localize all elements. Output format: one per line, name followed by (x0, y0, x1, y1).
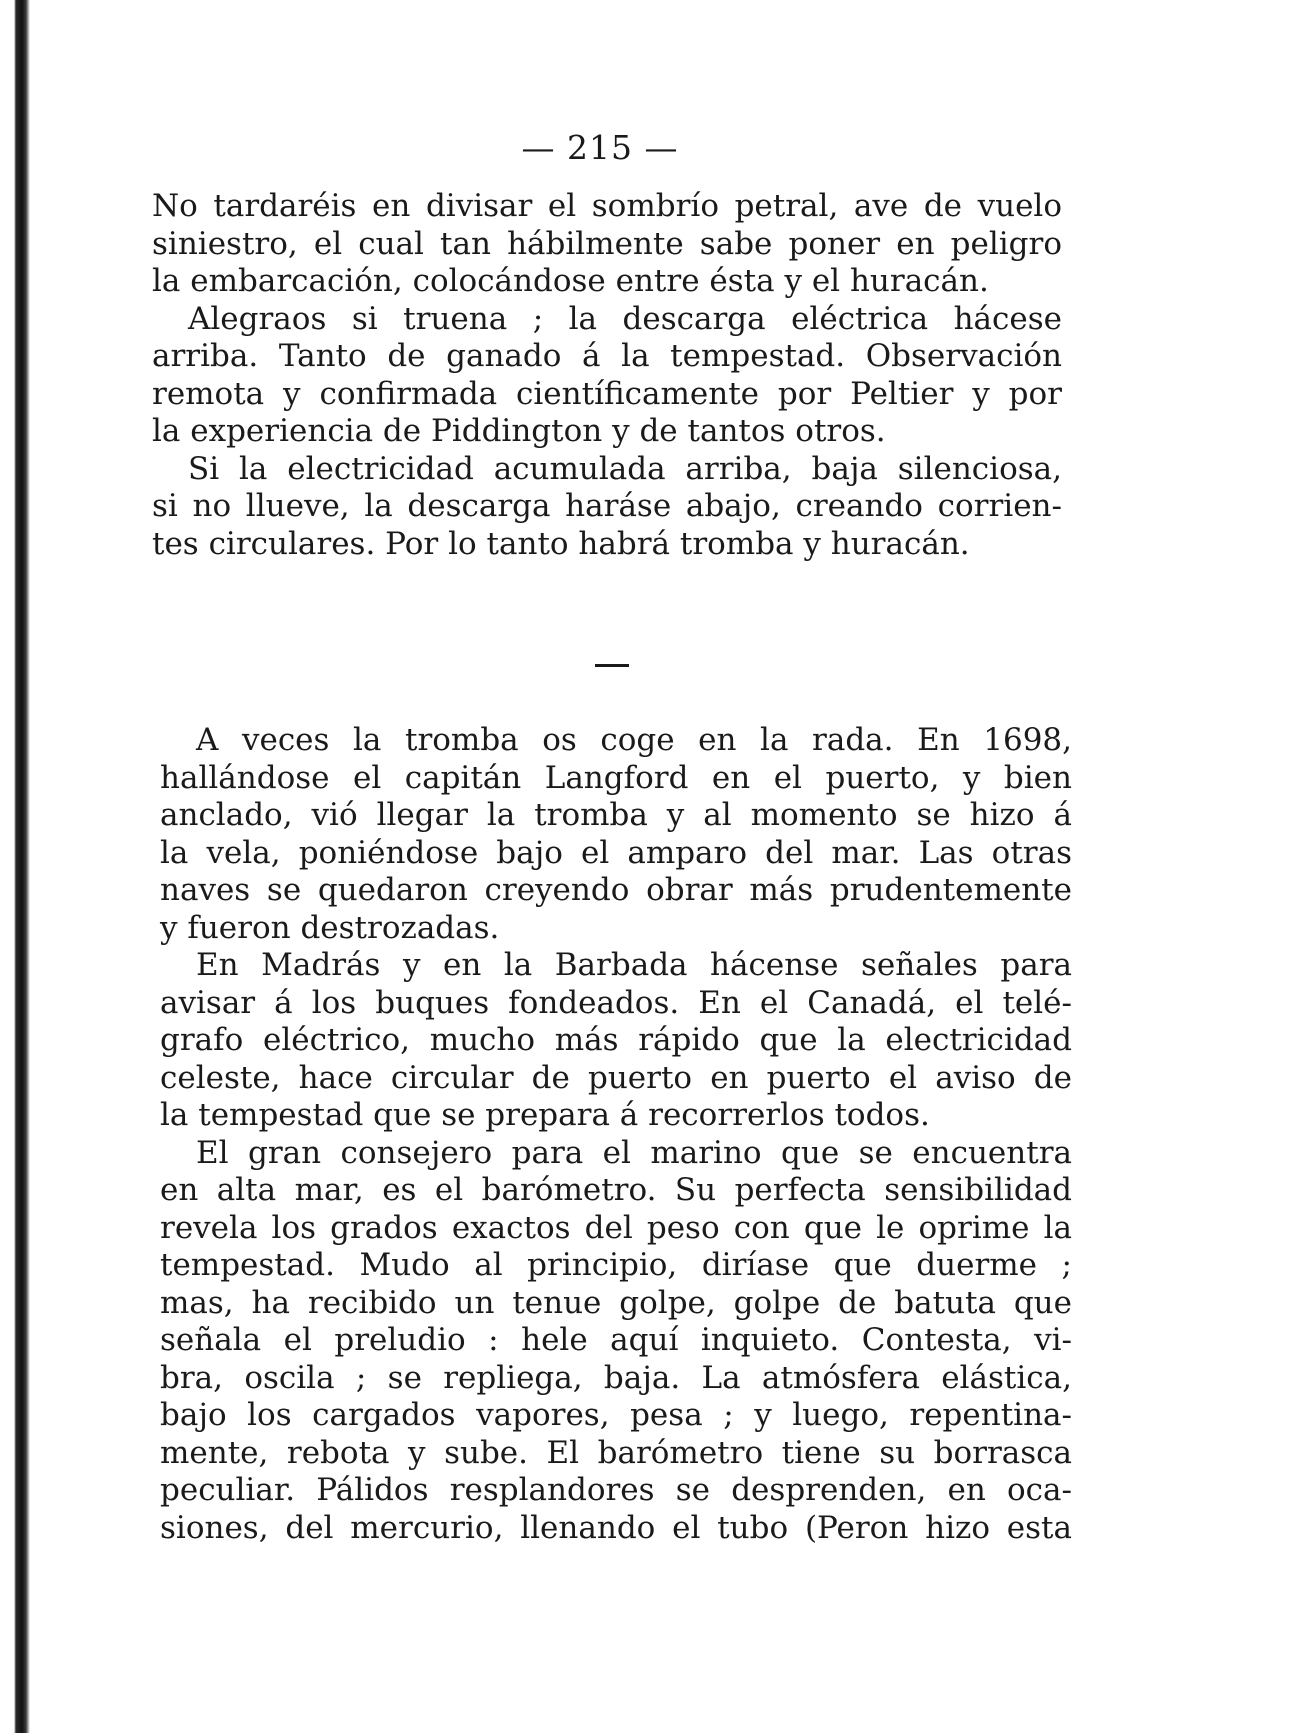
text-line: la embarcación, colocándose entre ésta y el huracán. (152, 263, 989, 299)
paragraph (160, 947, 1072, 1135)
text-line: bra, oscila ; se repliega, baja. La atmósfera elástica, (160, 1359, 1072, 1396)
text-line: siniestro, el cual tan hábilmente sabe poner en peligro (152, 225, 1062, 262)
text-line: la tempestad que se prepara á recorrerlos todos. (160, 1097, 930, 1133)
paragraph (160, 1135, 1072, 1548)
text-line: Si la electricidad acumulada arriba, baja silenciosa, (188, 450, 1062, 487)
section-break-dash (595, 664, 629, 667)
text-line: señala el preludio : hele aquí inquieto. Contesta, vi- (160, 1322, 1072, 1358)
paragraph (160, 722, 1072, 947)
paragraph (152, 188, 1062, 301)
text-line: remota y confirmada científicamente por Peltier y por (152, 375, 1062, 412)
text-line: bajo los cargados vapores, pesa ; y luego, repentina- (160, 1397, 1072, 1433)
text-line: en alta mar, es el barómetro. Su perfecta sensibilidad (160, 1172, 1072, 1208)
text-line: celeste, hace circular de puerto en puerto el aviso de (160, 1059, 1072, 1096)
text-line: avisar á los buques fondeados. En el Canadá, el telé- (160, 984, 1072, 1021)
text-line: naves se quedaron creyendo obrar más prudentemente (160, 872, 1072, 908)
text-line: A veces la tromba os coge en la rada. En 1698, (196, 722, 1072, 758)
text-line: grafo eléctrico, mucho más rápido que la electricidad (160, 1022, 1072, 1058)
text-line: En Madrás y en la Barbada hácense señales para (196, 947, 1072, 983)
text-line: la experiencia de Piddington y de tantos otros. (152, 413, 886, 449)
text-line: y fueron destrozadas. (160, 909, 500, 946)
text-line: Alegraos si truena ; la descarga eléctrica hácese (188, 300, 1062, 337)
text-line: No tardaréis en divisar el sombrío petral, ave de vuelo (152, 188, 1062, 224)
text-line: revela los grados exactos del peso con que le oprime la (160, 1209, 1072, 1246)
text-block-lower (160, 722, 1072, 1547)
text-line: tempestad. Mudo al principio, diríase que duerme ; (160, 1247, 1072, 1283)
text-line: arriba. Tanto de ganado á la tempestad. Observación (152, 338, 1062, 374)
paragraph (152, 301, 1062, 451)
text-line: hallándose el capitán Langford en el puerto, y bien (160, 759, 1072, 796)
text-line: mente, rebota y sube. El barómetro tiene su borrasca (160, 1434, 1072, 1471)
book-binding-edge (0, 0, 38, 1733)
text-line: anclado, vió llegar la tromba y al momento se hizo á (160, 797, 1072, 833)
paragraph (152, 451, 1062, 564)
text-line: El gran consejero para el marino que se encuentra (196, 1134, 1072, 1171)
text-line: peculiar. Pálidos resplandores se desprenden, en oca- (160, 1472, 1072, 1508)
text-line: siones, del mercurio, llenando el tubo (Peron hizo esta (160, 1509, 1072, 1546)
page-number: — 215 — (521, 128, 679, 167)
text-block-upper (152, 188, 1062, 563)
text-line: la vela, poniéndose bajo el amparo del mar. Las otras (160, 834, 1072, 871)
text-line: tes circulares. Por lo tanto habrá tromba y huracán. (152, 525, 970, 562)
text-line: mas, ha recibido un tenue golpe, golpe de batuta que (160, 1284, 1072, 1321)
text-line: si no llueve, la descarga haráse abajo, creando corrien- (152, 488, 1062, 524)
